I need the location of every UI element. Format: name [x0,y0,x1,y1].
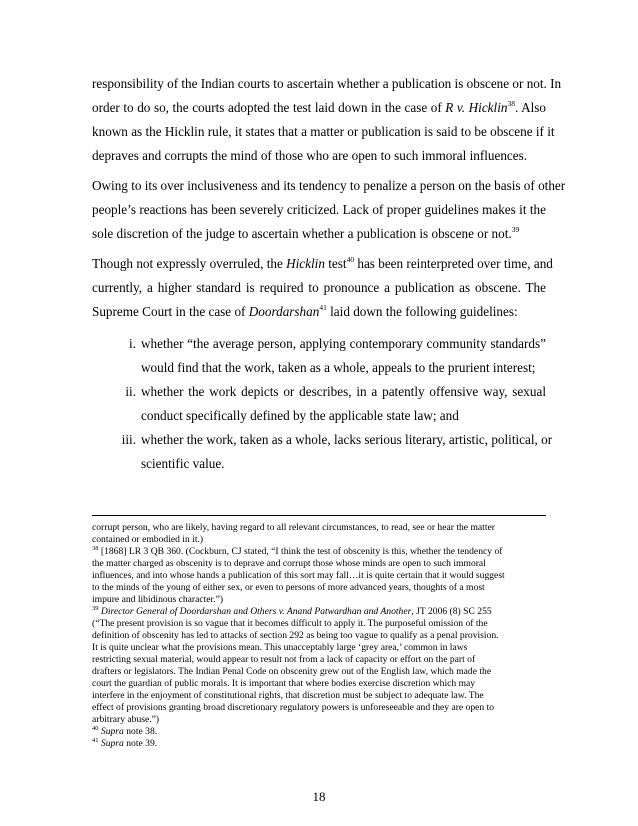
footnote-line: restricting sexual material, would appear to result not from a lack of capacity or effort on the part of [92,654,476,665]
footnote-line: definition of obscenity has led to attacks of section 292 as being too vague to qualify as a penal provision. [92,630,499,641]
list-item-number: i. [129,336,136,351]
body-line: order to do so, the courts adopted the test laid down in the case of R v. Hicklin$^{38}$. Also [92,99,546,115]
body-line: Though not expressly overruled, the Hicklin test$^{40}$ has been reinterpreted over time, and [92,255,553,271]
footnote-40: $^{40}$ Supra note 38. [92,725,158,737]
page-number: 18 [312,789,326,804]
footnote-line: effect of provisions granting broad discretionary regulatory powers is unforeseeable and they are open to [92,702,495,713]
body-line: sole discretion of the judge to ascertain whether a publication is obscene or not.$^{39}$ [92,225,520,241]
body-line: Owing to its over inclusiveness and its tendency to penalize a person on the basis of other [92,178,566,193]
list-item-number: iii. [121,432,136,447]
list-item-line: whether the work, taken as a whole, lacks serious literary, artistic, political, or [141,432,553,447]
footnote-line: (“The present provision is so vague that it becomes difficult to apply it. The purposeful omission of the [92,618,488,629]
list-item-line: scientific value. [141,456,225,471]
list-item-line: conduct specifically defined by the applicable state law; and [141,408,459,423]
body-line: people’s reactions has been severely criticized. Lack of proper guidelines makes it the [92,202,546,217]
footnote-line: influences, and into whose hands a publication of this sort may fall…it is quite certain that it would suggest [92,570,505,581]
footnote-line: contained or embodied in it.) [92,534,204,545]
footnote-line: the matter charged as obscenity is to deprave and corrupt those whose minds are open to such immoral [92,558,486,569]
body-line: depraves and corrupts the mind of those who are open to such immoral influences. [92,148,528,163]
footnote-line: to the minds of the young of either sex, or even to persons of more advanced years, thoughts of a most [92,582,485,593]
footnote-line: arbitrary abuse.”) [92,714,160,725]
footnote-line: interfere in the enjoyment of constitutional rights, that discretion must be subject to adequate law. The [92,690,484,701]
footnote-line: drafters or legislators. The Indian Penal Code on obscenity grew out of the English law, which made the [92,666,492,677]
body-line: known as the Hicklin rule, it states that a matter or publication is said to be obscene if it [92,124,555,139]
footnote-line: court the guardian of public morals. It is important that where bodies exercise discretion which may [92,678,476,689]
footnote-line: corrupt person, who are likely, having regard to all relevant circumstances, to read, see or hear the matter [92,522,495,533]
body-line: currently, a higher standard is required to pronounce a publication as obscene. The [92,280,546,295]
footnote-separator [92,515,546,516]
footnote-line: It is quite unclear what the provisions mean. This unacceptably large ‘grey area,’ common in laws [92,642,468,653]
list-item-line: whether “the average person, applying contemporary community standards” [141,336,546,351]
footnote-line: impure and libidinous character.”) [92,594,224,605]
body-line: Supreme Court in the case of Doordarshan$^{41}$ laid down the following guidelines: [92,303,518,319]
list-item-line: would find that the work, taken as a whole, appeals to the prurient interest; [141,360,536,375]
footnote-41: $^{41}$ Supra note 39. [92,737,158,749]
footnote-38: $^{38}$ [1868] LR 3 QB 360. (Cockburn, CJ stated, “I think the test of obscenity is this, whether the tendency of [92,545,503,557]
body-line: responsibility of the Indian courts to ascertain whether a publication is obscene or not. In [92,76,562,91]
list-item-line: whether the work depicts or describes, in a patently offensive way, sexual [141,384,546,399]
list-item-number: ii. [125,384,136,399]
footnote-39: $^{39}$ Director General of Doordarshan and Others v. Anand Patwardhan and Another, JT 2006 (8) SC 255 [92,605,492,617]
